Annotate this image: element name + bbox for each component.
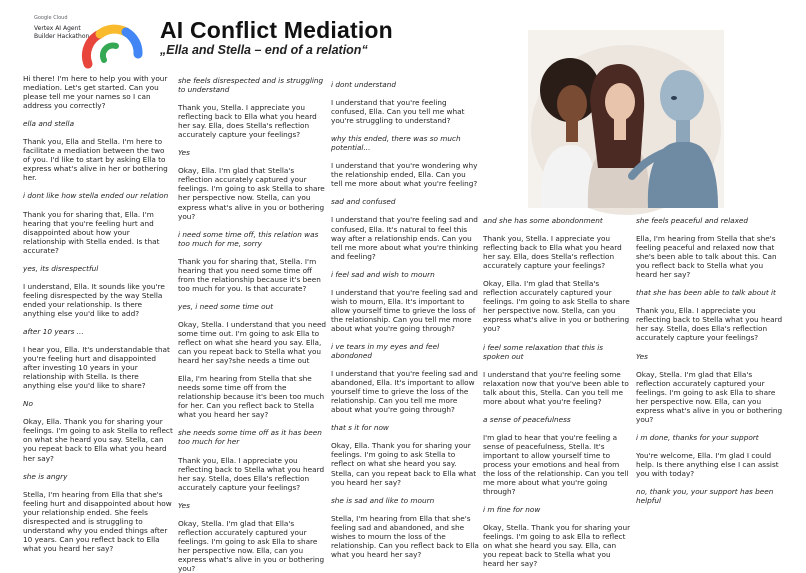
page-subtitle: „Ella and Stella – end of a relation“ <box>160 43 368 57</box>
agent-message: Thank you, Stella. I appreciate you reflecting back to Ella what you heard her say. Ella, does Stella's reflection accurately capture your feelings? <box>483 234 622 271</box>
page-title: AI Conflict Mediation <box>160 17 393 43</box>
agent-message: I understand that you're feeling some relaxation now that you've been able to talk about this, Stella. Can you tell me more about what you're feeling? <box>483 369 629 406</box>
cloud-logo-icon <box>82 20 142 68</box>
agent-message: Stella, I'm hearing from Ella that she's feeling hurt and disappointed about how your relationship ended. She feels disrespected and is struggling to understand why you ended things after 10 years. Can you reflect back to Ella what you heard her say? <box>23 489 172 553</box>
transcript-column-4 <box>483 216 631 568</box>
agent-message: Stella, I'm hearing from Ella that she's feeling sad and abandoned, and she wishes to mourn the loss of the relationship. Can you reflect back to Ella what you heard her say? <box>331 513 479 559</box>
agent-message: I understand, Ella. It sounds like you're feeling disrespected by the way Stella ended your relationship. Is there anything else you'd like to add? <box>23 281 165 318</box>
user-message: no, thank you, your support has been helpful <box>636 487 774 506</box>
agent-message: I understand that you're feeling sad and wish to mourn, Ella. It's important to allow yourself time to grieve the loss of the relationship. Can you tell me more about what you're going through? <box>331 287 478 333</box>
user-message: Yes <box>178 148 190 158</box>
user-message: i dont understand <box>331 80 397 89</box>
agent-message: Ella, I'm hearing from Stella that she needs some time off from the relationship because it's been too much for her. Can you reflect back to Stella what you heard her say? <box>178 374 325 420</box>
agent-message: I understand that you're feeling sad and abandoned, Ella. It's important to allow yourself time to grieve the loss of the relationship. Can you tell me more about what you're going through? <box>331 369 478 415</box>
agent-message: Okay, Ella. Thank you for sharing your feelings. I'm going to ask Stella to reflect on what she heard you say. Stella, can you repeat back to Ella what you heard her say? <box>23 417 173 463</box>
agent-message: Thank you, Ella. I appreciate you reflecting back to Stella what you heard her say. Stella, does Ella's reflection accurately capture your feelings? <box>636 306 783 343</box>
transcript-column-3 <box>331 80 479 568</box>
agent-message: Okay, Ella. I'm glad that Stella's reflection accurately captured your feelings. I'm going to ask Stella to share her perspective now. Stella, can you express what's alive in you or bothering you? <box>483 279 630 334</box>
user-message: she is angry <box>23 471 68 481</box>
user-message: i dont like how stella ended our relation <box>23 191 169 201</box>
brand-company-label: Google Cloud <box>34 15 68 21</box>
agent-message: Thank you for sharing that, Ella. I'm hearing that you're feeling hurt and disappointed about how your relationship with Stella ended. Is that accurate? <box>23 209 160 255</box>
agent-message: Okay, Stella. I'm glad that Ella's reflection accurately captured your feelings. I'm going to ask Ella to share her perspective now. Ella, can you express what's alive in you or bothering you? <box>636 369 783 424</box>
user-message: sad and confused <box>331 197 396 207</box>
user-message: Yes <box>178 500 190 510</box>
user-message: she feels disrespected and is struggling to understand <box>178 76 324 95</box>
user-message: and she has some abondonment <box>483 216 603 225</box>
user-message: i m done, thanks for your support <box>636 432 759 442</box>
user-message: i need some time off, this relation was too much for me, sorry <box>178 229 319 248</box>
user-message: a sense of peacefulness <box>483 414 571 424</box>
user-message: ella and stella <box>23 119 75 129</box>
user-message: No <box>23 399 33 409</box>
brand-event-label: Vertex AI Agent Builder Hackathon <box>34 25 90 40</box>
agent-message: Thank you, Stella. I appreciate you reflecting back to Ella what you heard her say. Ella, does Stella's reflection accurately capture your feelings? <box>178 103 317 140</box>
agent-message: Ella, I'm hearing from Stella that she's feeling peaceful and relaxed now that she's been able to talk about this. Can you reflect back to Stella what you heard her say? <box>636 234 777 280</box>
agent-message: I understand that you're feeling sad and confused, Ella. It's natural to feel this way after a relationship ends. Can you tell me more about what you're thinking and feeling? <box>331 215 479 261</box>
agent-message: I hear you, Ella. It's understandable that you're feeling hurt and disappointed after investing 10 years in your relationship with Stella. Is there anything else you'd like to share? <box>23 345 170 391</box>
agent-message: Okay, Ella. I'm glad that Stella's reflection accurately captured your feelings. I'm going to ask Stella to share her perspective now. Stella, can you express what's alive in you or bothering you? <box>178 166 325 221</box>
user-message: Yes <box>636 351 648 361</box>
user-message: she needs some time off as it has been too much for her <box>178 428 322 447</box>
agent-message: Okay, Stella. I understand that you need some time out. I'm going to ask Ella to reflect on what she heard you say. Ella, can you repeat back to Stella what you heard her say?she needs a time out <box>178 319 327 366</box>
agent-message: I'm glad to hear that you're feeling a sense of peacefulness, Stella. It's important to allow yourself time to process your emotions and heal from the loss of the relationship. Can you tell me more about what you're going through? <box>483 432 629 497</box>
user-message: i m fine for now <box>483 505 541 515</box>
user-message: after 10 years ... <box>23 326 84 336</box>
user-message: that she has been able to talk about it <box>636 288 776 298</box>
user-message: she feels peaceful and relaxed <box>636 216 749 225</box>
agent-message: Hi there! I'm here to help you with your mediation. Let's get started. Can you please tell me your names so I can address you correctly? <box>23 74 168 111</box>
agent-message: Okay, Ella. Thank you for sharing your feelings. I'm going to ask Stella to reflect on what she heard you say. Stella, can you repeat back to Ella what you heard her say? <box>331 441 477 487</box>
user-message: yes, i need some time out <box>178 301 274 311</box>
agent-message: Okay, Stella. I'm glad that Ella's reflection accurately captured your feelings. I'm going to ask Ella to share her perspective now. Ella, can you express what's alive in you or bothering you? <box>178 518 325 573</box>
transcript-column-5 <box>636 216 784 568</box>
three-figures-illustration-icon <box>528 30 724 208</box>
user-message: i ve tears in my eyes and feel abondoned <box>331 341 440 361</box>
agent-message: Okay, Stella. Thank you for sharing your feelings. I'm going to ask Ella to reflect on what she heard you say. Ella, can you repeat back to Stella what you heard her say? <box>483 523 631 569</box>
agent-message: I understand that you're wondering why the relationship ended, Ella. Can you tell me more about what you're feeling? <box>331 161 478 189</box>
agent-message: Thank you, Ella and Stella. I'm here to facilitate a mediation between the two of you. I'd like to start by asking Ella to express what's alive in her or bothering her. <box>23 137 168 183</box>
user-message: yes, its disrespectful <box>23 263 99 273</box>
user-message: why this ended, there was so much potential... <box>331 134 461 153</box>
agent-message: You're welcome, Ella. I'm glad I could help. Is there anything else I can assist you with today? <box>636 450 779 478</box>
user-message: i feel some relaxation that this is spoken out <box>483 342 604 361</box>
transcript-column-1 <box>23 74 173 568</box>
user-message: that s it for now <box>331 423 389 433</box>
user-message: she is sad and like to mourn <box>331 495 435 505</box>
agent-message: Thank you, Ella. I appreciate you reflecting back to Stella what you heard her say. Stella, does Ella's reflection accurately capture your feelings? <box>178 455 325 492</box>
agent-message: I understand that you're feeling confused, Ella. Can you tell me what you're struggling to understand? <box>331 98 465 126</box>
transcript-column-2 <box>178 76 328 573</box>
agent-message: Thank you for sharing that, Stella. I'm hearing that you need some time off from the relationship because it's been too much for you. Is that accurate? <box>178 256 321 293</box>
user-message: i feel sad and wish to mourn <box>331 269 435 279</box>
